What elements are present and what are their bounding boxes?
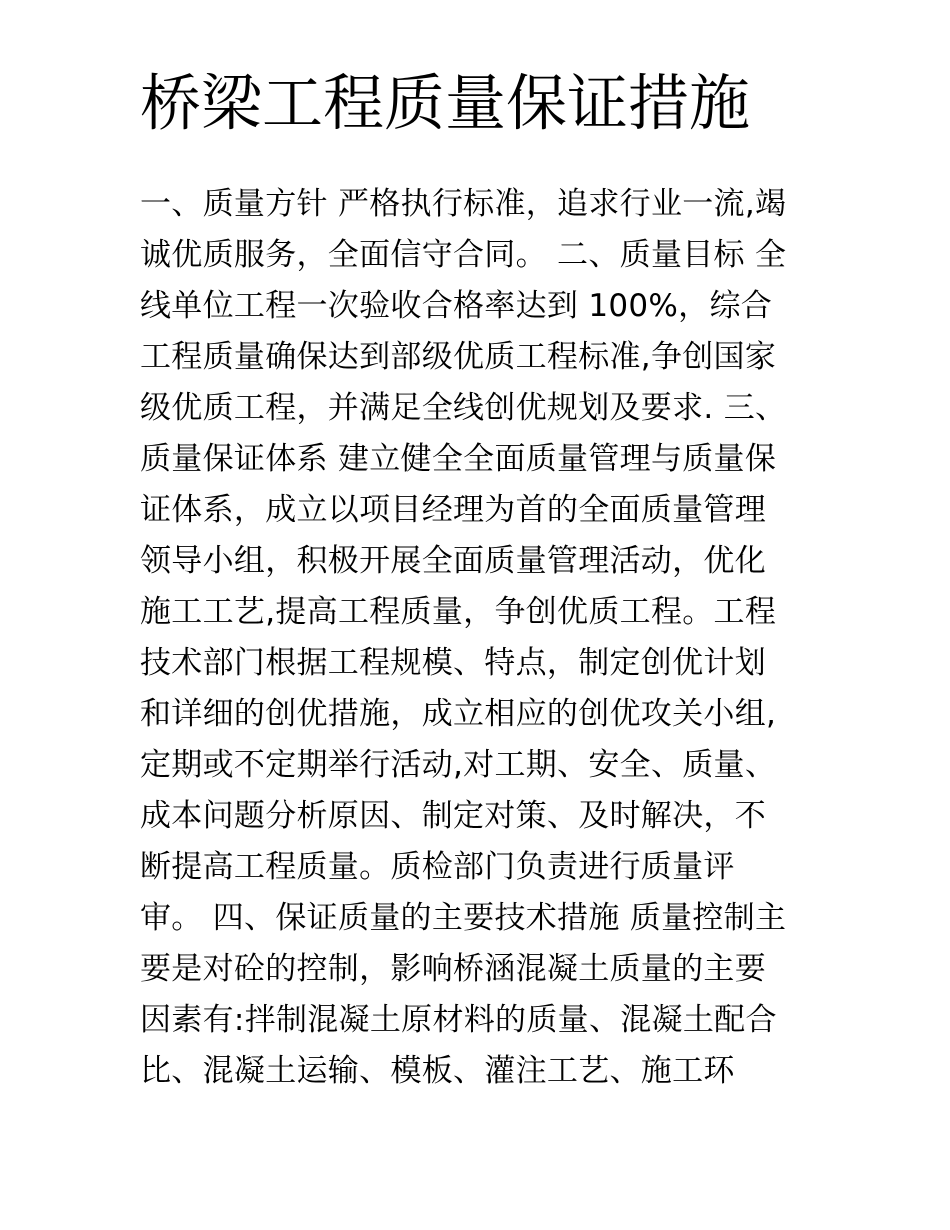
body-line: 和详细的创优措施，成立相应的创优攻关小组, xyxy=(140,696,777,732)
body-line: 质量保证体系 建立健全全面质量管理与质量保 xyxy=(140,441,777,477)
body-line: 工程质量确保达到部级优质工程标准,争创国家 xyxy=(140,339,777,375)
body-line: 定期或不定期举行活动,对工期、安全、质量、 xyxy=(140,747,777,783)
body-line: 级优质工程，并满足全线创优规划及要求. 三、 xyxy=(140,390,787,426)
document-body xyxy=(140,179,820,1097)
body-line: 技术部门根据工程规模、特点，制定创优计划 xyxy=(140,645,766,681)
body-line: 成本问题分析原因、制定对策、及时解决，不 xyxy=(140,798,766,834)
body-line: 一、质量方针 严格执行标准，追求行业一流,竭 xyxy=(140,186,787,222)
body-line: 比、混凝土运输、模板、灌注工艺、施工环 xyxy=(140,1053,735,1089)
body-line: 审。 四、保证质量的主要技术措施 质量控制主 xyxy=(140,900,787,936)
body-line: 断提高工程质量。质检部门负责进行质量评 xyxy=(140,849,735,885)
body-line: 施工工艺,提高工程质量，争创优质工程。工程 xyxy=(140,594,777,630)
body-line: 因素有:拌制混凝土原材料的质量、混凝土配合 xyxy=(140,1002,777,1038)
body-line: 要是对砼的控制，影响桥涵混凝土质量的主要 xyxy=(140,951,766,987)
body-line: 领导小组，积极开展全面质量管理活动，优化 xyxy=(140,543,766,579)
body-line: 证体系，成立以项目经理为首的全面质量管理 xyxy=(140,492,766,528)
body-line: 线单位工程一次验收合格率达到 100%，综合 xyxy=(140,288,773,324)
document-title: 桥梁工程质量保证措施 xyxy=(140,68,751,139)
body-line: 诚优质服务，全面信守合同。 二、质量目标 全 xyxy=(140,237,787,273)
